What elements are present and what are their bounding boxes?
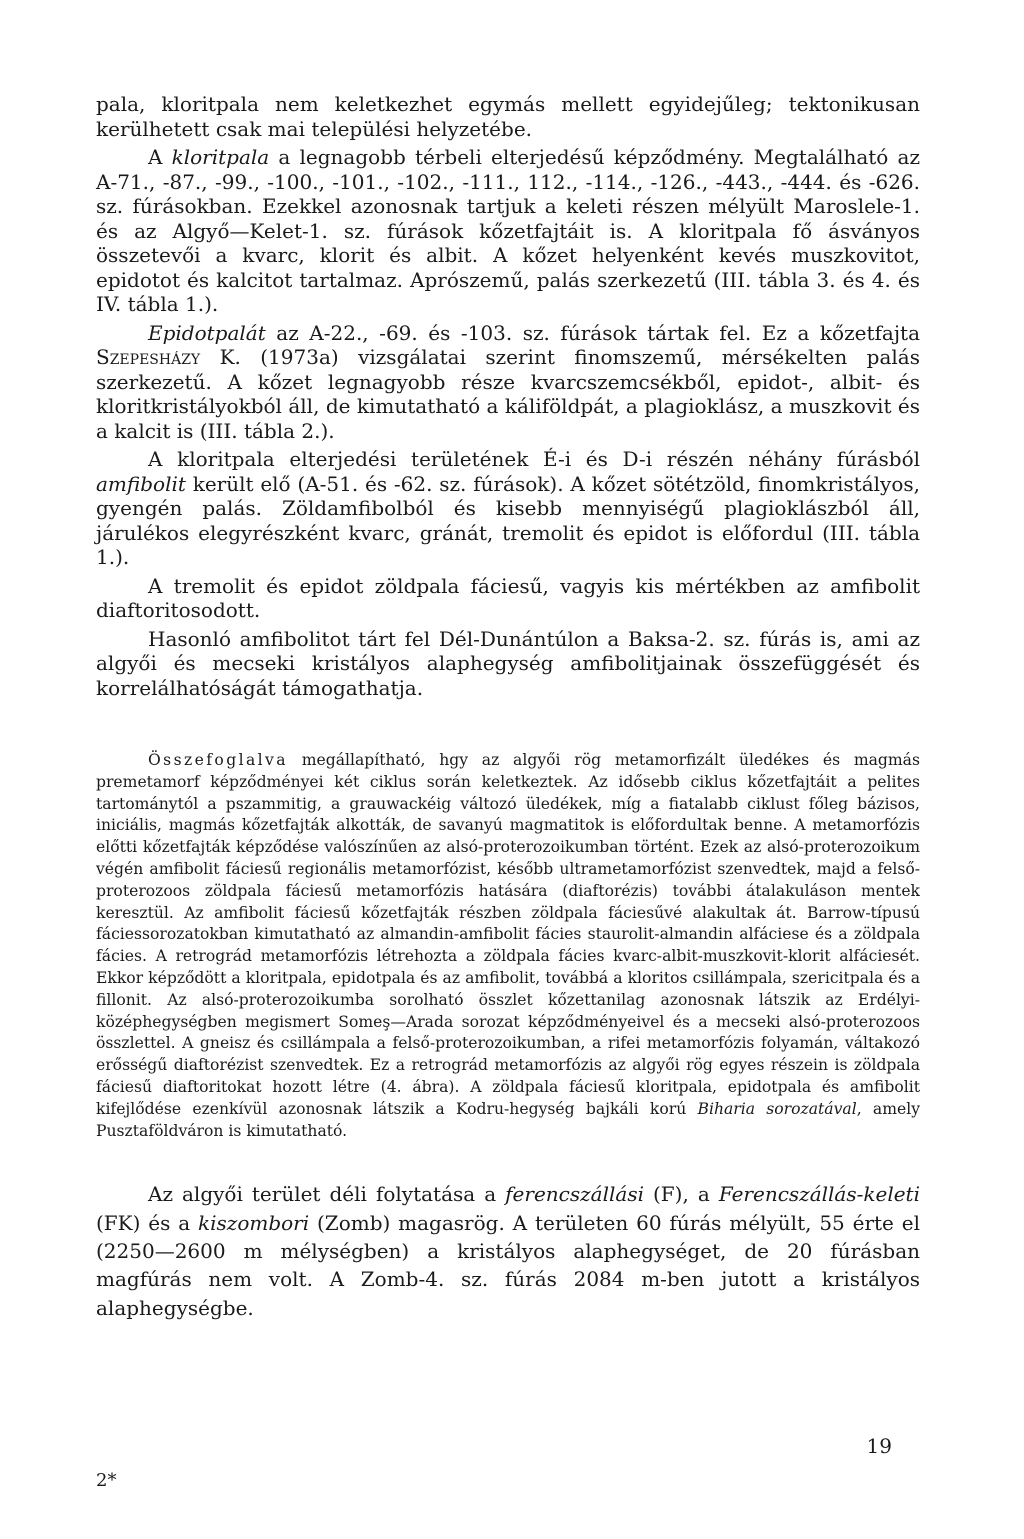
page-number: 19 [866, 1434, 892, 1458]
sheet-signature: 2* [96, 1470, 117, 1491]
summary-text: megállapítható, hgy az algyői rög metamorfizált üledékes és magmás premetamorf képződményei két ciklus során keletkeztek. Az idősebb ciklus kőzetfajtáit a pelites tartománytól a pszammitig, a grauwackéig változó üledékek, míg a fiatalabb ciklust főleg bázisos, iniciális, magmás kőzetfajták alkották, de savanyú magmatitok is előfordultak benne. A metamorfózis előtti kőzetfajták képződése valószínűen az alsó-proterozoikumban történt. Ezek az alsó-proterozoikum végén amfibolit fáciesű regionális metamorfózist, később ultrametamorfózist szenvedtek, majd a felső-proterozoos zöldpala fáciesű metamorfózis hatására (diaftorézis) további átalakuláson mentek keresztül. Az amfibolit fáciesű kőzetfajták részben zöldpala fáciesűvé alakultak át. Barrow-típusú fáciessorozatokban kimutatható az almandin-amfibolit fácies staurolit-almandin alfáciese és a zöldpala fácies. A retrográd metamorfózis létrehozta a zöldpala fácies kvarc-albit-muszkovit-klorit alfáciesét. Ekkor képződött a kloritpala, epidotpala és az amfibolit, továbbá a kloritos csillámpala, szericitpala és a fillonit. Az alsó-proterozoikumba sorolható összlet kőzettanilag azonosnak látszik az Erdélyi-középhegységben megismert Someş—Arada sorozat képződményeivel és a mecseki alsó-proterozoos összlettel. A gneisz és csillámpala a felső-proterozoikumban, a rifei metamorfózis folyamán, váltakozó erősségű diaftorézist szenvedtek. Ez a retrográd metamorfózis az algyői rög egyes részein is zöldpala fáciesű diaftoritokat hozott létre (4. ábra). A zöldpala fáciesű kloritpala, epidotpala és amfibolit kifejlődése ezenkívül azonosnak látszik a Kodru-hegység bajkáli korú [96, 751, 920, 1118]
paragraph-6: Hasonló amfibolitot tárt fel Dél-Dunántúlon a Baksa-2. sz. fúrás is, ami az algyői és mecseki kristályos alaphegység amfibolitjainak összefüggését és korrelálhatóságát támogathatja. [96, 626, 920, 700]
paragraph-7 [96, 1180, 920, 1321]
term-kiszombori: kiszombori [198, 1210, 310, 1235]
p2-text-a: A [148, 145, 172, 169]
p4-text-c: került elő (A-51. és -62. sz. fúrások). A kőzet sötétzöld, finomkristályos, gyengén palás. Zöldamfibolból és kisebb mennyiségű plagioklászból áll, járulékos elegyrészként kvarc, gránát, tremolit és epidot is előfordul (III. tábla 1.). [96, 471, 920, 569]
p7-g: (Zomb) magasrög. A területen 60 fúrás mélyült, 55 érte el (2250—2600 m mélységben) a kristályos alaphegységet, de 20 fúrásban magfúrás nem volt. A Zomb-4. sz. fúrás 2084 m-ben jutott a kristályos alaphegységbe. [96, 1210, 920, 1320]
p3-text-b: az A-22., -69. és -103. sz. fúrások tártak fel. Ez a kőzetfajta [265, 320, 920, 345]
term-kloritpala: kloritpala [171, 145, 270, 169]
term-ferencszallas-keleti: Ferencszállás-keleti [718, 1182, 920, 1207]
main-text [96, 92, 920, 700]
p3-text-d: K. (1973a) vizsgálatai szerint finomszemű, mérsékelten palás szerkezetű. A kőzet legnagyobb része kvarcszemcsékből, epidot-, albit- és kloritkristályokból áll, de kimutatható a káliföldpát, a plagioklász, a muszkovit és a kalcit is (III. tábla 2.). [96, 345, 920, 443]
p7-e: (FK) és a [96, 1210, 199, 1235]
term-ferencszallasi: ferencszállási [505, 1182, 644, 1207]
term-epidotpala: Epidotpalát [148, 320, 266, 345]
p7-c: (F), a [643, 1182, 719, 1207]
summary-lead: Összefoglalva [148, 751, 288, 769]
paragraph-4 [96, 447, 920, 570]
summary-paragraph [96, 750, 920, 1142]
p2-text-c: a legnagobb térbeli elterjedésű képződmény. Megtalálható az A-71., -87., -99., -100., -101., -102., -111., 112., -114., -126., -443., -444. és -626. sz. fúrásokban. Ezekkel azonosnak tartjuk a keleti részen mélyült Maroslele-1. és az Algyő—Kelet-1. sz. fúrások kőzetfajtáit is. A kloritpala fő ásványos összetevői a kvarc, klorit és albit. A kőzet helyenként kevés muszkovitot, epidotot és kalcitot tartalmaz. Aprószemű, palás szerkezetű (III. tábla 3. és 4. és IV. tábla 1.). [96, 145, 920, 316]
following-section [96, 1180, 920, 1321]
author-name: Szepesházy [96, 345, 201, 369]
paragraph-5: A tremolit és epidot zöldpala fáciesű, vagyis kis mértékben az amfibolit diaftoritosodott. [96, 573, 920, 622]
p7-a: Az algyői terület déli folytatása a [148, 1182, 506, 1207]
page-body [96, 92, 920, 1322]
summary-tail: , amely Pusztaföldváron is kimutatható. [96, 1099, 921, 1140]
term-amfibolit: amfibolit [96, 471, 186, 496]
p4-text-a: A kloritpala elterjedési területének É-i és D-i részén néhány fúrásból [148, 447, 920, 471]
paragraph-1: pala, kloritpala nem keletkezhet egymás mellett egyidejűleg; tektonikusan kerülhetett csak mai települési helyzetébe. [96, 92, 920, 141]
summary-italic: Biharia sorozatával [697, 1099, 857, 1118]
paragraph-2 [96, 145, 920, 317]
paragraph-3 [96, 321, 920, 444]
